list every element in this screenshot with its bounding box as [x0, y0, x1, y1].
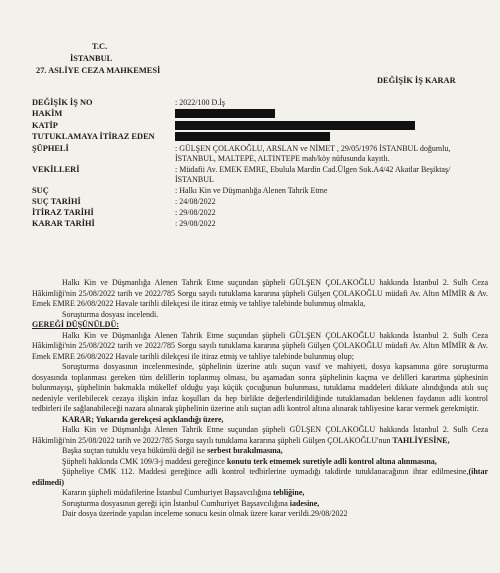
objection-date-label: İTİRAZ TARİHİ	[32, 207, 94, 217]
paragraph: Şüpheli hakkında CMK 109/3-j maddesi gereğince konutu terk etmemek suretiyle adli kontrol altına alınmasına,	[62, 456, 437, 466]
decision-date-row	[32, 219, 482, 230]
case-number-row	[32, 98, 482, 109]
objector-row	[32, 132, 482, 144]
paragraph: Dair dosya üzerinde yapılan inceleme sonucu kesin olmak üzere karar verildi.29/08/2022	[62, 509, 348, 518]
paragraph: Halkı Kin ve Düşmanlığa Alenen Tahrik Etme suçundan şüpheli GÜLŞEN ÇOLAKOĞLU hakkında İstanbul 2. Sulh Ceza Hâkimliği'nin 25/08/2022 tarih ve 2022/785 Sorgu sayılı tutuklama kararına şüpheli Gülşen ÇOLAKOĞLU'nun TAHLİYESİNE,	[32, 425, 488, 445]
decision-date-label: KARAR TARİHİ	[32, 218, 95, 228]
court-heading: 27. ASLİYE CEZA MAHKEMESİ	[36, 66, 161, 75]
section-heading: GEREĞİ DÜŞÜNÜLDÜ:	[32, 320, 119, 329]
paragraph: Şüpheliye CMK 112. Maddesi gereğince adli kontrol tedbirlerine uymadığı takdirde tutuklanacağının ihtar edilmesine,(ihtar edilmedi)	[32, 467, 488, 487]
attorneys-value: : Müdafii Av. EMEK EMRE, Ebulula Mardin Cad.Ülgen Sok.A4/42 Akatlar Beşiktaş/ İSTANBUL	[175, 164, 451, 184]
decision-heading: KARAR; Yukarıda gerekçesi açıklandığı üzere,	[62, 414, 224, 424]
release-order: TAHLİYESİNE,	[392, 435, 450, 445]
objector-label: TUTUKLAMAYA İTİRAZ EDEN	[32, 132, 155, 141]
crime-date-value: : 24/08/2022	[175, 196, 216, 206]
paragraph: Başka suçtan tutuklu veya hükümlü değil ise serbest bırakılmasına,	[62, 446, 283, 455]
attorneys-label: VEKİLLERİ	[32, 164, 80, 174]
crime-date-label: SUÇ TARİHİ	[32, 196, 81, 206]
case-info-table	[32, 98, 482, 230]
crime-label: SUÇ	[32, 185, 49, 195]
objection-date-value: : 29/08/2022	[175, 207, 216, 217]
city-heading: İSTANBUL	[70, 54, 113, 63]
judge-label: HAKİM	[32, 109, 63, 118]
suspect-row	[32, 144, 482, 165]
redaction-bar	[175, 132, 330, 141]
crime-date-row	[32, 197, 482, 208]
clerk-label: KATİP	[32, 120, 58, 130]
paragraph: Kararın şüpheli müdafilerine İstanbul Cumhuriyet Başsavcılığına tebliğine,	[62, 488, 305, 497]
suspect-value: : GÜLŞEN ÇOLAKOĞLU, ARSLAN ve NİMET , 29/05/1976 İSTANBUL doğumlu, İSTANBUL, MALTEPE, ALTINTEPE mah/köy nüfusunda kayıtlı.	[175, 143, 451, 163]
redaction-bar	[175, 109, 275, 118]
country-heading: T.C.	[92, 42, 108, 51]
paragraph: Halkı Kin ve Düşmanlığa Alenen Tahrik Etme suçundan şüpheli GÜLŞEN ÇOLAKOĞLU hakkında İstanbul 2. Sulh Ceza Hâkimliği'nin 25/08/2022 tarih ve 2022/785 Sorgu sayılı tutuklama kararına şüpheli Gülşen ÇOLAKOĞLU müdafi Av. Altın MİMİR & Av. Emek EMRE 26/08/2022 Havale tarihli dilekçesi ile itiraz etmiş ve tahliye talebinde bulunmuş olmakla,	[32, 278, 488, 308]
paragraph: Halkı Kin ve Düşmanlığa Alenen Tahrik Etme suçundan şüpheli GÜLŞEN ÇOLAKOĞLU hakkında İstanbul 2. Sulh Ceza Hâkimliği'nin 25/08/2022 tarih ve 2022/785 Sorgu sayılı tutuklama kararına şüpheli Gülşen ÇOLAKOĞLU müdafi Av. Altın MİMİR & Av. Emek EMRE 26/08/2022 Havale tarihli dilekçesi ile itiraz etmiş ve tahliye talebinde bulunmuş olup;	[32, 330, 488, 361]
judge-row	[32, 109, 482, 121]
paragraph: Soruşturma dosyası incelendi.	[62, 309, 159, 319]
case-number-label: DEĞİŞİK İŞ NO	[32, 98, 93, 107]
redaction-bar	[175, 121, 415, 130]
decision-body	[32, 278, 488, 520]
paragraph: Soruşturma dosyasının gereği için İstanbul Cumhuriyet Başsavcılığına iadesine,	[62, 498, 320, 508]
attorneys-row	[32, 165, 482, 186]
crime-value: : Halkı Kin ve Düşmanlığa Alenen Tahrik Etme	[175, 185, 328, 195]
decision-date-value: : 29/08/2022	[175, 218, 216, 228]
crime-row	[32, 186, 482, 197]
objection-date-row	[32, 208, 482, 219]
suspect-label: ŞÜPHELİ	[32, 143, 69, 153]
clerk-row	[32, 121, 482, 133]
document-type-heading: DEĞİŞİK İŞ KARAR	[377, 76, 456, 85]
paragraph: Soruşturma dosyasının incelenmesinde, şüphelinin üzerine atılı suçun vasıf ve mahiyeti, dosya kapsamına göre soruşturma dosyasında toplanması gereken tüm delillerin toplanmış olması, bu aşamadan sonra şüphelinin kaçma ve delilleri karartma şüphesinin bulunmayışı, şüphelinin bakmakla mükellef olduğu yaşı küçük çocuğunun bulunması, tutuklama maddeleri dikkate alındığında atılı suç nedeniyle verilebilecek cezaya ilişkin infaz koşulları da hep birlikte değerlendirildiğinde tutuklamadan beklenen faydanın adli kontrol tedbirleri ile sağlanabileceği nazara alınarak şüphelinin üzerine atılı suçtan adli kontrol altına alınarak tahliyesine karar vermek gerekmiştir.	[32, 362, 488, 413]
case-number-value: : 2022/100 D.İş	[175, 98, 225, 107]
